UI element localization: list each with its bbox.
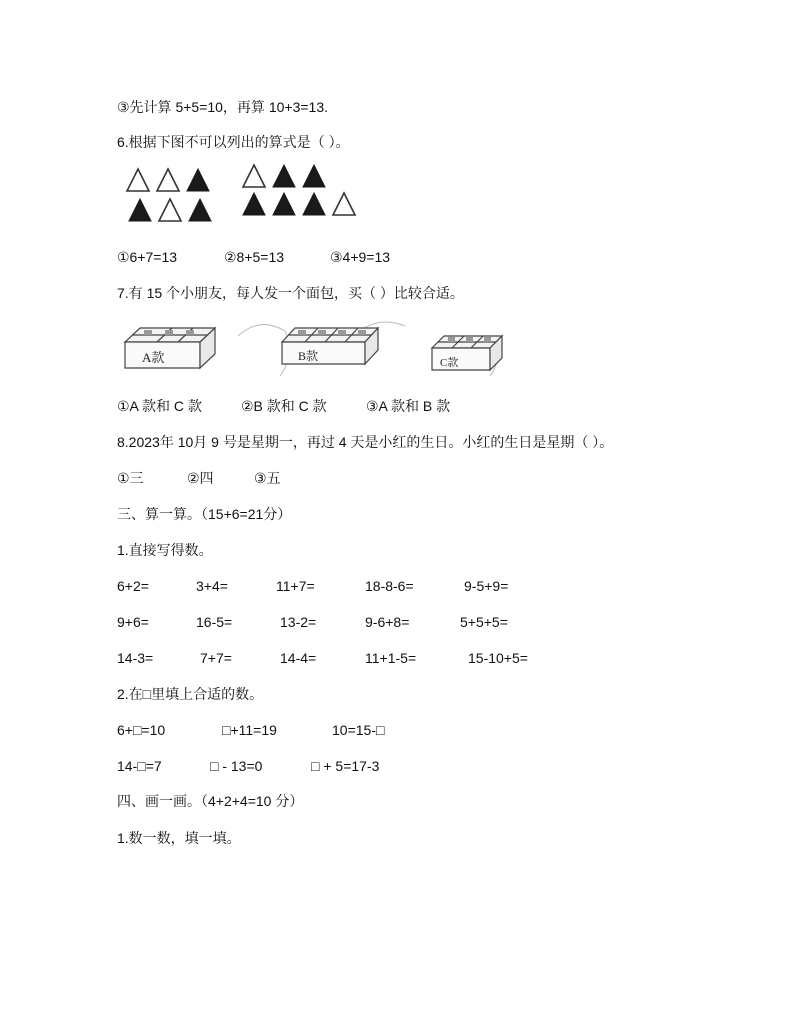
hollow-triangle <box>333 193 355 215</box>
question-8: 8.2023年 10月 9 号是星期一，再过 4 天是小红的生日。小红的生日是星期（ ）。 <box>117 434 614 450</box>
fill-item: □ - 13=0 <box>210 758 263 774</box>
bread-crates-figure <box>120 316 510 384</box>
filled-triangle <box>303 165 325 187</box>
q7-option-1[interactable]: ①A 款和 C 款 <box>117 398 202 414</box>
section-4-heading: 四、画一画。（4+2+4=10 分） <box>117 793 304 809</box>
calc-item: 6+2= <box>117 578 149 594</box>
fill-item: 14-□=7 <box>117 758 162 774</box>
hollow-triangle <box>243 165 265 187</box>
calc-item: 16-5= <box>196 614 233 630</box>
subsection-1-heading: 1.直接写得数。 <box>117 542 213 558</box>
crate-b <box>282 328 378 364</box>
filled-triangle <box>129 199 151 221</box>
q6-option-2[interactable]: ②8+5=13 <box>224 249 285 265</box>
crate-c-label: C款 <box>440 357 459 369</box>
calc-item: 18-8-6= <box>365 578 414 594</box>
filled-triangle <box>273 165 295 187</box>
q8-option-2[interactable]: ②四 <box>187 470 214 486</box>
q7-option-3[interactable]: ③A 款和 B 款 <box>366 398 451 414</box>
filled-triangle <box>273 193 295 215</box>
calc-item: 3+4= <box>196 578 228 594</box>
filled-triangle <box>243 193 265 215</box>
step-note: ③先计算 5+5=10，再算 10+3=13. <box>117 99 328 115</box>
hollow-triangle <box>157 169 179 191</box>
filled-triangle <box>187 169 209 191</box>
calc-item: 13-2= <box>280 614 317 630</box>
q6-option-3[interactable]: ③4+9=13 <box>330 249 391 265</box>
calc-item: 14-4= <box>280 650 317 666</box>
q8-option-3[interactable]: ③五 <box>254 470 281 486</box>
filled-triangle <box>189 199 211 221</box>
calc-item: 15-10+5= <box>468 650 528 666</box>
subsection-4-1-heading: 1.数一数，填一填。 <box>117 830 241 846</box>
hollow-triangle <box>159 199 181 221</box>
calc-item: 11+1-5= <box>365 650 417 666</box>
crate-a <box>125 328 215 368</box>
calc-item: 11+7= <box>276 578 315 594</box>
triangle-figure <box>125 163 365 229</box>
q6-option-1[interactable]: ①6+7=13 <box>117 249 178 265</box>
fill-item: □ + 5=17-3 <box>311 758 380 774</box>
calc-item: 9+6= <box>117 614 149 630</box>
calc-item: 5+5+5= <box>460 614 508 630</box>
q8-option-1[interactable]: ①三 <box>117 470 144 486</box>
question-7: 7.有 15 个小朋友，每人发一个面包，买（ ）比较合适。 <box>117 285 464 301</box>
calc-item: 9-6+8= <box>365 614 410 630</box>
question-6: 6.根据下图不可以列出的算式是（ ）。 <box>117 134 350 150</box>
fill-item: □+11=19 <box>222 722 277 738</box>
q7-option-2[interactable]: ②B 款和 C 款 <box>241 398 327 414</box>
section-3-heading: 三、算一算。（15+6=21分） <box>117 506 292 522</box>
crate-b-label: B款 <box>298 349 319 363</box>
hollow-triangle <box>127 169 149 191</box>
calc-item: 14-3= <box>117 650 154 666</box>
fill-item: 6+□=10 <box>117 722 166 738</box>
calc-item: 7+7= <box>200 650 232 666</box>
subsection-2-heading: 2.在□里填上合适的数。 <box>117 686 264 702</box>
filled-triangle <box>303 193 325 215</box>
fill-item: 10=15-□ <box>332 722 385 738</box>
calc-item: 9-5+9= <box>464 578 509 594</box>
crate-a-label: A款 <box>142 350 165 365</box>
